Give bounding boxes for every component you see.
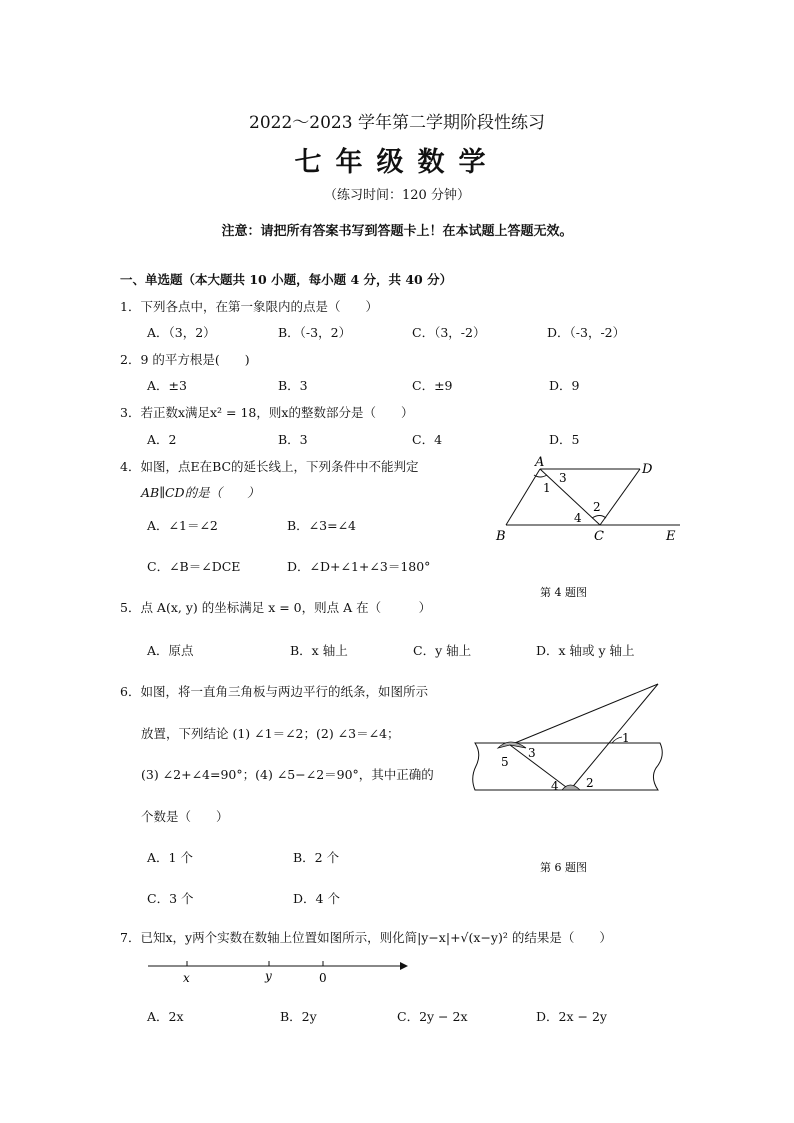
q6-stem-line-4: 个数是（ ） <box>141 809 229 824</box>
q7-axis-y: y <box>265 969 272 983</box>
q2-option-b: B．3 <box>278 378 308 393</box>
q2-stem: 2．9 的平方根是( ) <box>120 352 250 367</box>
q7-option-b: B．2y <box>280 1009 317 1024</box>
section-1-heading: 一、单选题（本大题共 10 小题，每小题 4 分，共 40 分） <box>120 272 453 287</box>
q6-angle-3: 3 <box>528 746 536 760</box>
q6-option-a: A．1 个 <box>147 850 193 865</box>
q7-option-a: A．2x <box>147 1009 184 1024</box>
q6-angle-1: 1 <box>622 731 630 745</box>
q5-option-a: A．原点 <box>147 643 194 658</box>
q3-option-a: A．2 <box>147 432 177 447</box>
title-line-2: 七年级数学 <box>294 147 500 178</box>
q4-angle-1: 1 <box>543 481 551 495</box>
q6-option-c: C．3 个 <box>147 891 194 906</box>
q5-option-b: B．x 轴上 <box>290 643 348 658</box>
q5-stem: 5．点 A(x, y) 的坐标满足 x = 0，则点 A 在（ ） <box>120 600 432 615</box>
q3-option-b: B．3 <box>278 432 308 447</box>
q4-option-d: D．∠D+∠1+∠3＝180° <box>287 559 431 574</box>
q6-caption: 第 6 题图 <box>540 861 587 873</box>
duration: （练习时间：120 分钟） <box>324 188 470 203</box>
q4-angle-2: 2 <box>593 500 601 514</box>
q6-angle-2: 2 <box>586 776 594 790</box>
q6-option-d: D．4 个 <box>293 891 340 906</box>
q5-option-c: C．y 轴上 <box>413 643 472 658</box>
q3-option-d: D．5 <box>549 432 580 447</box>
q1-option-b: B．（-3，2） <box>278 325 352 340</box>
q4-stem-line-1: 4．如图，点E在BC的延长线上，下列条件中不能判定 <box>120 459 419 474</box>
q4-label-d: D <box>642 462 653 477</box>
q6-stem-line-2: 放置，下列结论 (1) ∠1＝∠2；(2) ∠3＝∠4； <box>141 726 400 741</box>
q1-stem: 1．下列各点中，在第一象限内的点是（ ） <box>120 299 378 314</box>
q4-label-e: E <box>666 529 676 544</box>
q5-option-d: D．x 轴或 y 轴上 <box>536 643 635 658</box>
q4-figure <box>490 452 690 597</box>
q6-figure <box>470 678 670 873</box>
q4-angle-3: 3 <box>559 471 567 485</box>
q3-option-c: C．4 <box>412 432 443 447</box>
q4-label-a: A <box>535 455 545 470</box>
q6-angle-4: 4 <box>551 779 559 793</box>
q7-axis-zero: 0 <box>319 971 327 985</box>
q6-option-b: B．2 个 <box>293 850 340 865</box>
q1-option-c: C．（3，-2） <box>412 325 486 340</box>
q6-stem-line-3: (3) ∠2+∠4=90°；(4) ∠5−∠2＝90°，其中正确的 <box>141 767 434 782</box>
q4-caption: 第 4 题图 <box>540 586 587 597</box>
q2-option-d: D．9 <box>549 378 580 393</box>
q2-option-a: A．±3 <box>147 378 187 393</box>
q4-label-c: C <box>594 529 604 544</box>
q7-stem: 7．已知x，y两个实数在数轴上位置如图所示，则化简|y−x|+√(x−y)² 的结果是（ ） <box>120 930 612 945</box>
q6-stem-line-1: 6．如图，将一直角三角板与两边平行的纸条，如图所示 <box>120 684 428 699</box>
q1-option-a: A．（3，2） <box>147 325 216 340</box>
q1-option-d: D．（-3，-2） <box>547 325 626 340</box>
q6-angle-5: 5 <box>501 755 509 769</box>
q4-angle-4: 4 <box>574 511 582 525</box>
q4-stem-line-2: AB∥CD的是（ ） <box>141 485 260 500</box>
q2-option-c: C．±9 <box>412 378 453 393</box>
q7-number-line <box>140 952 420 987</box>
notice: 注意：请把所有答案书写到答题卡上！在本试题上答题无效。 <box>221 224 573 239</box>
q7-option-c: C．2y − 2x <box>397 1009 468 1024</box>
q4-option-c: C．∠B＝∠DCE <box>147 559 241 574</box>
q4-label-b: B <box>496 529 506 544</box>
title-line-1: 2022～2023 学年第二学期阶段性练习 <box>249 113 545 133</box>
q3-stem: 3．若正数x满足x² = 18，则x的整数部分是（ ） <box>120 405 414 420</box>
q7-axis-x: x <box>183 971 190 985</box>
q4-option-b: B．∠3=∠4 <box>287 518 357 533</box>
q7-option-d: D．2x − 2y <box>536 1009 607 1024</box>
q4-option-a: A．∠1＝∠2 <box>147 518 218 533</box>
